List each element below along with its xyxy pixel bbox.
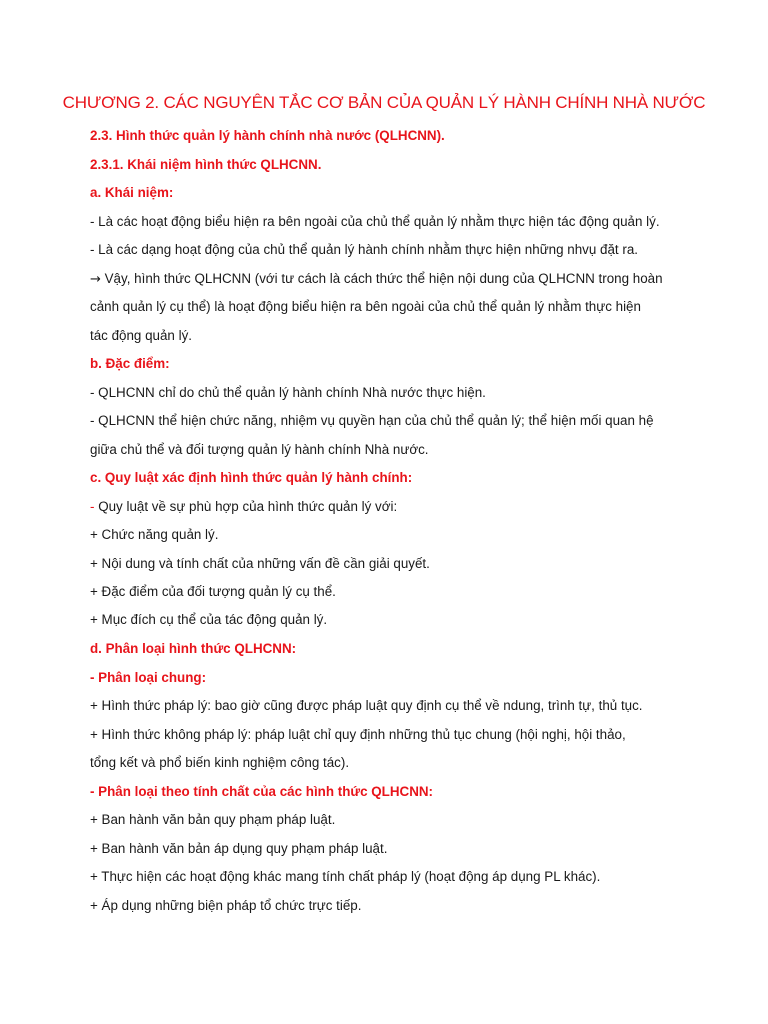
list-item: + Chức năng quản lý. (90, 527, 219, 542)
heading-c: c. Quy luật xác định hình thức quản lý hành chính: (90, 470, 413, 485)
list-item: tổng kết và phổ biến kinh nghiệm công tác). (90, 755, 350, 770)
subsection-heading: 2.3.1. Khái niệm hình thức QLHCNN. (90, 157, 322, 172)
conclusion-line (90, 270, 663, 289)
list-item: + Ban hành văn bản áp dụng quy phạm pháp luật. (90, 841, 388, 856)
paragraph-line: - Là các hoạt động biểu hiện ra bên ngoài của chủ thể quản lý nhằm thực hiện tác động quản lý. (90, 214, 660, 229)
rule-text: Quy luật về sự phù hợp của hình thức quản lý với: (98, 499, 398, 514)
list-item: + Mục đích cụ thể của tác động quản lý. (90, 612, 328, 627)
list-item: + Đặc điểm của đối tượng quản lý cụ thể. (90, 584, 336, 599)
list-item: + Hình thức pháp lý: bao giờ cũng được pháp luật quy định cụ thể về ndung, trình tự, thủ tục. (90, 698, 643, 713)
arrow-icon: → (90, 272, 101, 287)
subheading-general: - Phân loại chung: (90, 670, 207, 685)
heading-a: a. Khái niệm: (90, 185, 174, 200)
paragraph-line: tác động quản lý. (90, 328, 192, 343)
rule-line (90, 498, 397, 516)
red-dash: - (90, 499, 99, 514)
section-heading: 2.3. Hình thức quản lý hành chính nhà nước (QLHCNN). (90, 128, 445, 143)
list-item: + Ban hành văn bản quy phạm pháp luật. (90, 812, 336, 827)
heading-b: b. Đặc điểm: (90, 356, 170, 371)
chapter-title: CHƯƠNG 2. CÁC NGUYÊN TẮC CƠ BẢN CỦA QUẢN LÝ HÀNH CHÍNH NHÀ NƯỚC (62, 93, 706, 112)
paragraph-line: cảnh quản lý cụ thể) là hoạt động biểu hiện ra bên ngoài của chủ thể quản lý nhằm thực hiện (90, 299, 641, 314)
list-item: + Thực hiện các hoạt động khác mang tính chất pháp lý (hoạt động áp dụng PL khác). (90, 869, 601, 884)
conclusion-text: Vậy, hình thức QLHCNN (với tư cách là cách thức thể hiện nội dung của QLHCNN trong hoàn (100, 271, 663, 286)
paragraph-line: - Là các dạng hoạt động của chủ thể quản lý hành chính nhằm thực hiện những nhvụ đặt ra. (90, 242, 638, 257)
paragraph-line: - QLHCNN thể hiện chức năng, nhiệm vụ quyền hạn của chủ thể quản lý; thể hiện mối quan hệ (90, 413, 654, 428)
subheading-by-nature: - Phân loại theo tính chất của các hình thức QLHCNN: (90, 784, 433, 799)
list-item: + Nội dung và tính chất của những vấn đề cần giải quyết. (90, 556, 430, 571)
paragraph-line: giữa chủ thể và đối tượng quản lý hành chính Nhà nước. (90, 442, 429, 457)
paragraph-line: - QLHCNN chỉ do chủ thể quản lý hành chính Nhà nước thực hiện. (90, 385, 486, 400)
list-item: + Hình thức không pháp lý: pháp luật chỉ quy định những thủ tục chung (hội nghị, hội thảo, (90, 727, 626, 742)
list-item: + Áp dụng những biện pháp tổ chức trực tiếp. (90, 898, 362, 913)
heading-d: d. Phân loại hình thức QLHCNN: (90, 641, 297, 656)
